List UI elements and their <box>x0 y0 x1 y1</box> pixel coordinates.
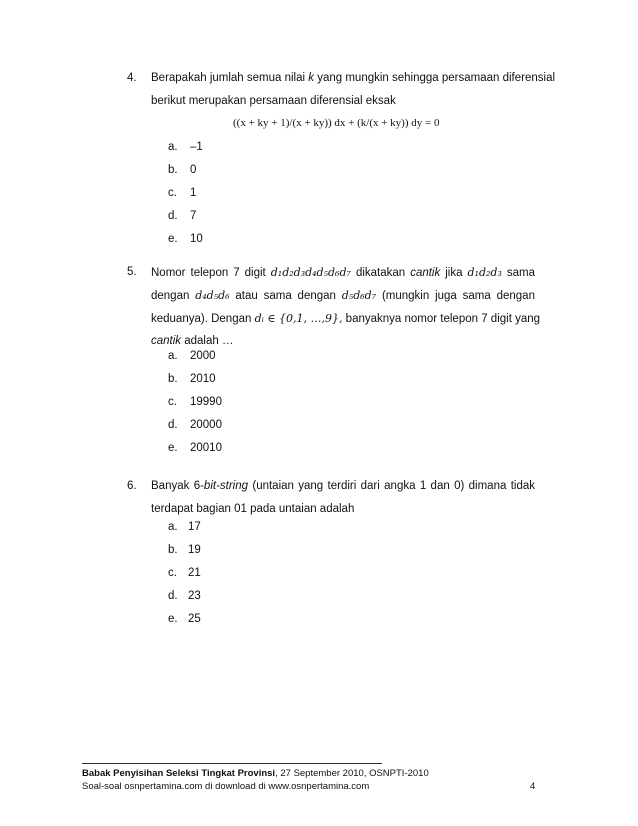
option-6e[interactable]: e. 25 <box>168 613 201 625</box>
option-6c[interactable]: c. 21 <box>168 567 201 579</box>
question-text-line-2: terdapat bagian 01 pada untaian adalah <box>151 503 355 515</box>
variable-k: k <box>308 72 315 84</box>
footer-divider <box>82 763 382 764</box>
question-number: 6. <box>127 480 137 492</box>
bit-string-term: bit-string <box>203 480 249 492</box>
option-6d[interactable]: d. 23 <box>168 590 201 602</box>
option-6b[interactable]: b. 19 <box>168 544 201 556</box>
option-4b[interactable]: b. 0 <box>168 164 197 176</box>
option-4e[interactable]: e. 10 <box>168 233 203 245</box>
question-text-line-1: Nomor telepon 7 digit d₁d₂d₃d₄d₅d₆d₇ dikatakan cantik jika d₁d₂d₃ sama <box>151 266 536 279</box>
last-digits: d₅d₆d₇ <box>341 289 377 302</box>
option-4a[interactable]: a. –1 <box>168 141 203 153</box>
question-text-line-2: dengan d₄d₅d₆ atau sama dengan d₅d₆d₇ (mungkin juga sama dengan <box>151 289 535 302</box>
option-4d[interactable]: d. 7 <box>168 210 197 222</box>
question-number: 5. <box>127 266 137 278</box>
middle-digits: d₄d₅d₆ <box>195 289 230 302</box>
digit-domain: dᵢ ∈ {0,1, …,9}, <box>254 312 343 325</box>
option-6a[interactable]: a. 17 <box>168 521 201 533</box>
cantik-term: cantik <box>410 267 441 279</box>
page-number: 4 <box>530 781 536 792</box>
option-5e[interactable]: e. 20010 <box>168 442 222 454</box>
phone-digits: d₁d₂d₃d₄d₅d₆d₇ <box>270 266 351 279</box>
differential-equation: ((x + ky + 1)/(x + ky)) dx + (k/(x + ky)) dy = 0 <box>233 117 440 129</box>
question-number: 4. <box>127 72 137 84</box>
footer-line-2: Soal-soal osnpertamina.com di download di www.osnpertamina.com <box>82 781 370 792</box>
option-5a[interactable]: a. 2000 <box>168 350 216 362</box>
question-text-line-1: Berapakah jumlah semua nilai k yang mungkin sehingga persamaan diferensial <box>151 72 556 84</box>
footer-line-1: Babak Penyisihan Seleksi Tingkat Provinsi, 27 September 2010, OSNPTI-2010 <box>82 768 429 779</box>
option-4c[interactable]: c. 1 <box>168 187 197 199</box>
question-text-line-2: berikut merupakan persamaan diferensial eksak <box>151 95 396 107</box>
question-text-line-3: keduanya). Dengan dᵢ ∈ {0,1, …,9}, banyaknya nomor telepon 7 digit yang <box>151 312 541 325</box>
option-5d[interactable]: d. 20000 <box>168 419 222 431</box>
option-5c[interactable]: c. 19990 <box>168 396 222 408</box>
question-text-line-1: Banyak 6-bit-string (untaian yang terdiri dari angka 1 dan 0) dimana tidak <box>151 480 535 492</box>
first-three-digits: d₁d₂d₃ <box>467 266 502 279</box>
option-5b[interactable]: b. 2010 <box>168 373 216 385</box>
question-text-line-4: cantik adalah … <box>151 335 234 347</box>
